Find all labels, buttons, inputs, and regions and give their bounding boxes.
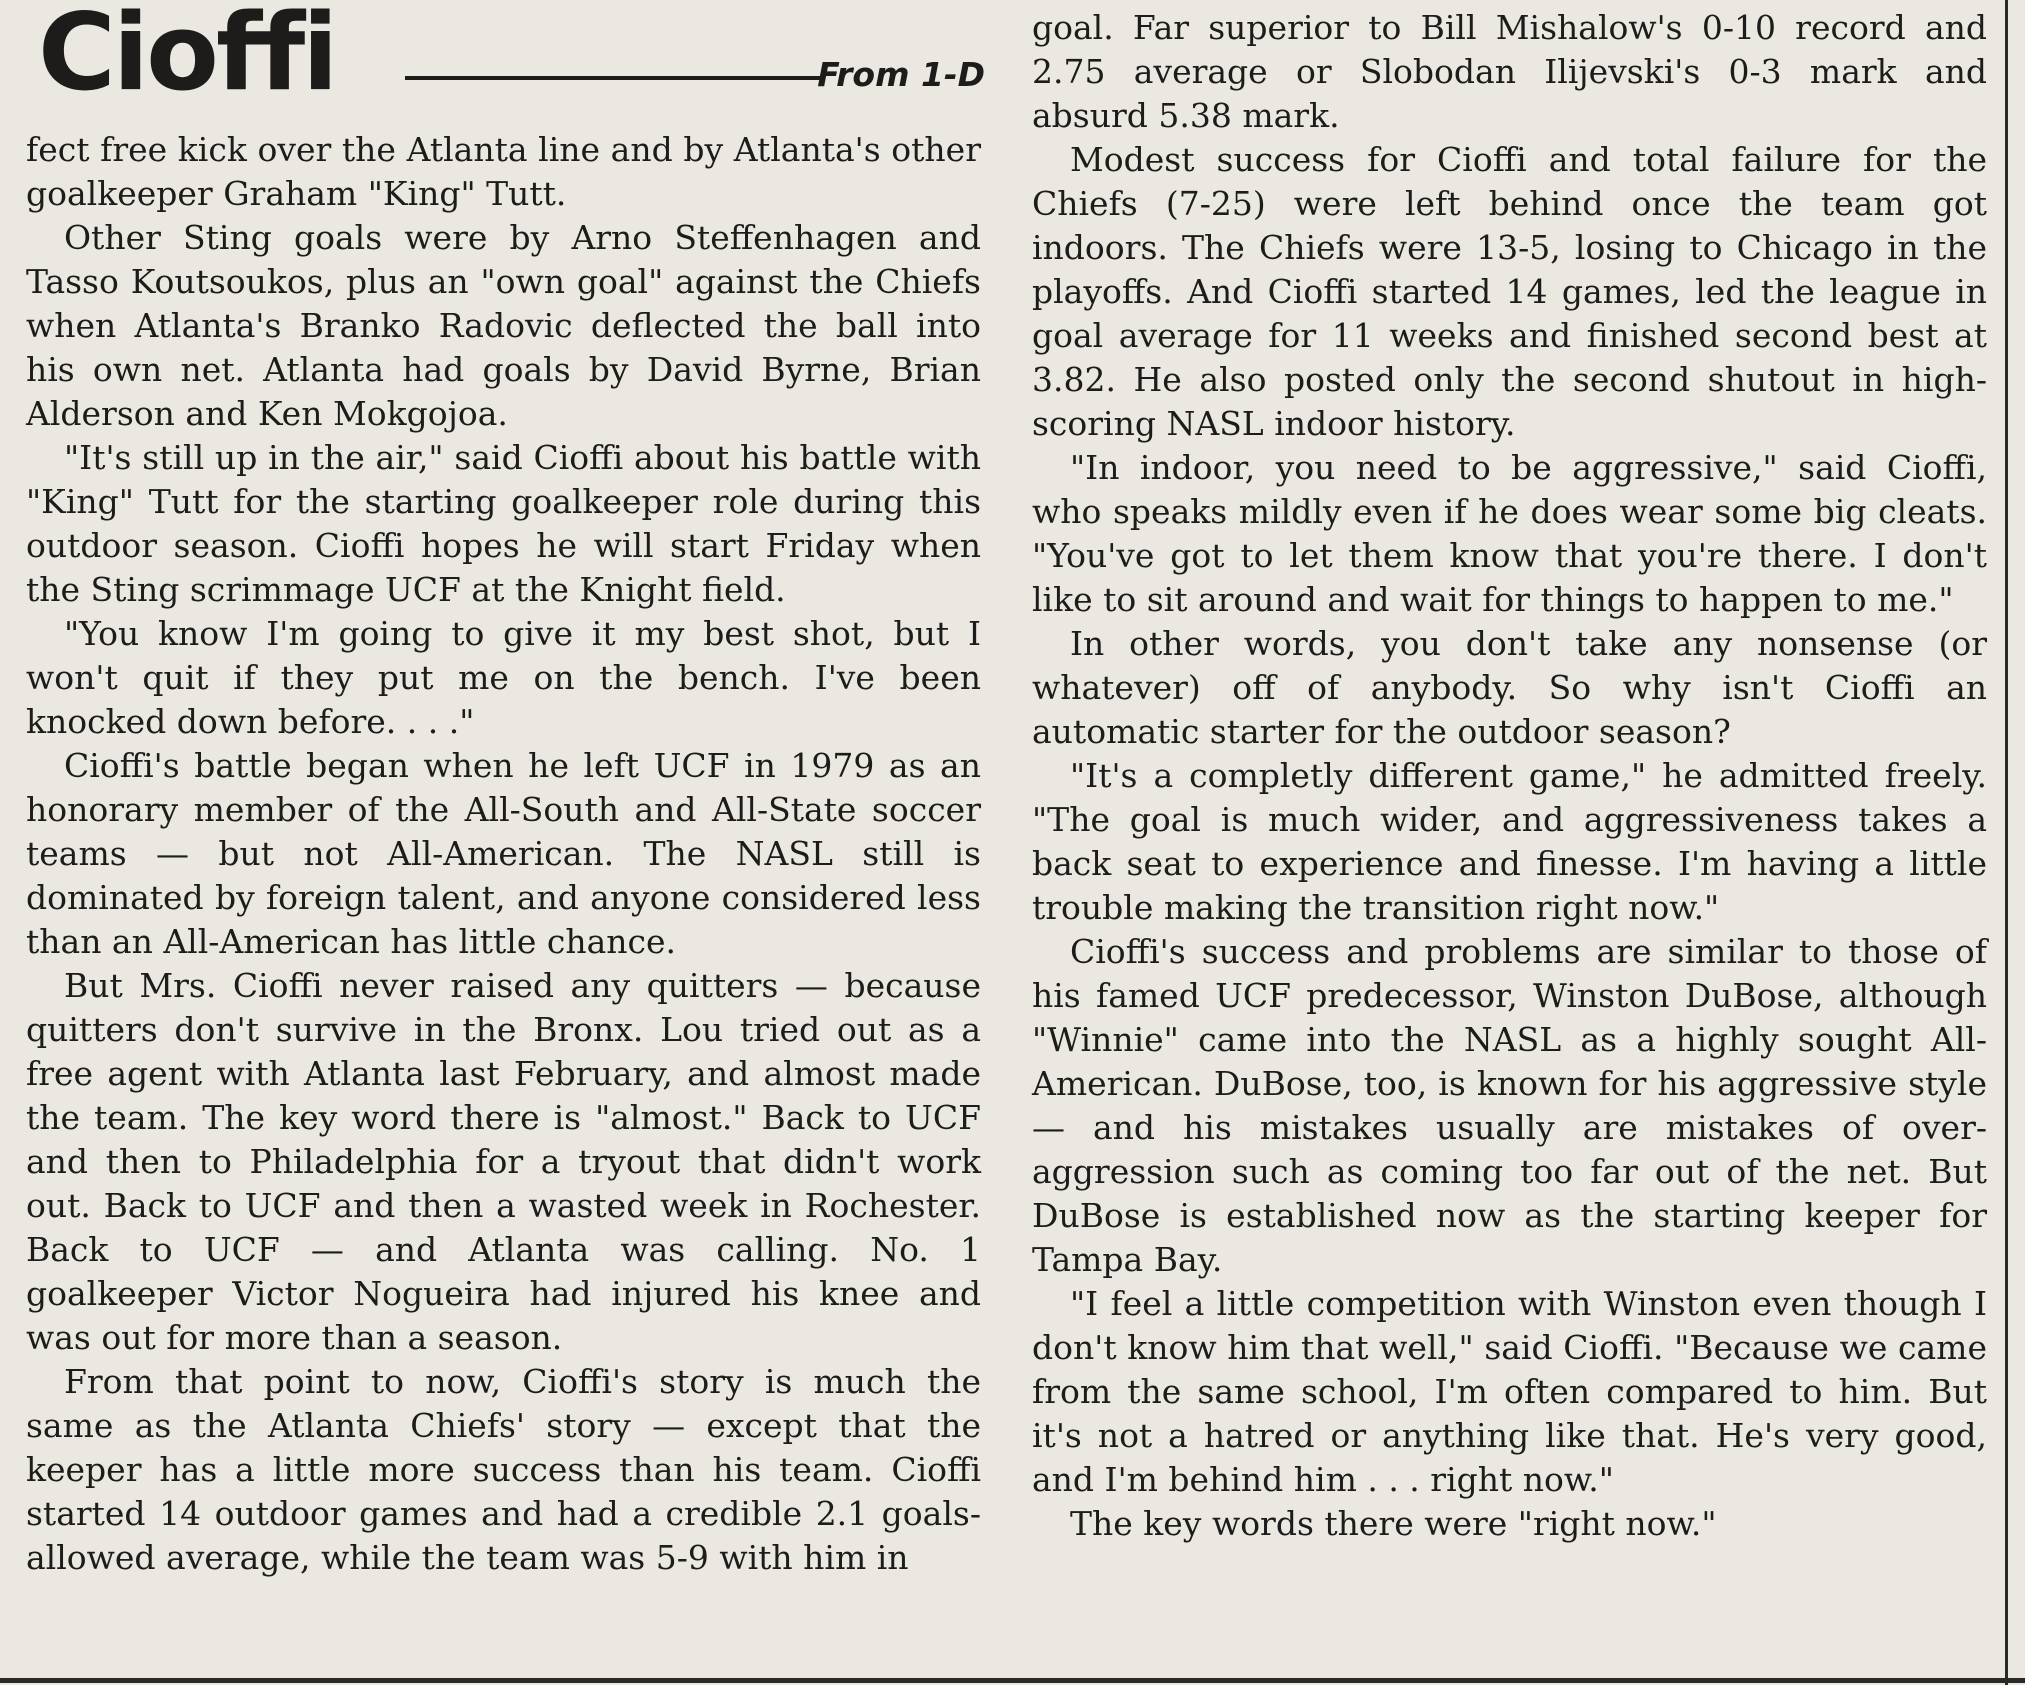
left-column xyxy=(26,128,981,1580)
paragraph: fect free kick over the Atlanta line and by Atlanta's other goalkeeper Graham "King" Tutt. xyxy=(26,130,981,213)
article-header xyxy=(30,0,985,116)
paragraph: "In indoor, you need to be aggressive," said Cioffi, who speaks mildly even if he does wear some big cleats. "You've got to let them know that you're there. I don't like to sit around and wait for things to happen to me." xyxy=(1032,448,1987,619)
paragraph: Other Sting goals were by Arno Steffenhagen and Tasso Koutsoukos, plus an "own goal" against the Chiefs when Atlanta's Branko Radovic deflected the ball into his own net. Atlanta had goals by David Byrne, Brian Alderson and Ken Mokgojoa. xyxy=(26,218,981,433)
jump-label: From 1-D xyxy=(817,55,985,94)
paragraph: But Mrs. Cioffi never raised any quitters — because quitters don't survive in the Bronx. Lou tried out as a free agent with Atlanta last February, and almost made the team. The key word there is "almost." Back to UCF and then to Philadelphia for a tryout that didn't work out. Back to UCF and then a wasted week in Rochester. Back to UCF — and Atlanta was calling. No. 1 goalkeeper Victor Nogueira had injured his knee and was out for more than a season. xyxy=(26,966,981,1357)
paragraph: "You know I'm going to give it my best shot, but I won't quit if they put me on the bench. I've been knocked down before. . . ." xyxy=(26,614,981,741)
right-column xyxy=(1032,6,1987,1546)
paragraph: Cioffi's success and problems are similar to those of his famed UCF predecessor, Winston DuBose, although "Winnie" came into the NASL as a highly sought All-American. DuBose, too, is known for his aggressive style — and his mistakes usually are mistakes of over-aggression such as coming too far out of the net. But DuBose is established now as the starting keeper for Tampa Bay. xyxy=(1032,932,1987,1279)
paragraph: goal. Far superior to Bill Mishalow's 0-10 record and 2.75 average or Slobodan Ilijevski's 0-3 mark and absurd 5.38 mark. xyxy=(1032,8,1987,135)
paragraph: "I feel a little competition with Winston even though I don't know him that well," said Cioffi. "Because we came from the same school, I'm often compared to him. But it's not a hatred or anything like that. He's very good, and I'm behind him . . . right now." xyxy=(1032,1284,1987,1499)
paragraph: In other words, you don't take any nonsense (or whatever) off of anybody. So why isn't Cioffi an automatic starter for the outdoor season? xyxy=(1032,624,1987,751)
column-divider xyxy=(2005,0,2008,1685)
headline: Cioffi xyxy=(38,0,336,114)
paragraph: The key words there were "right now." xyxy=(1070,1504,1717,1543)
paragraph: "It's a completly different game," he admitted freely. "The goal is much wider, and aggressiveness takes a back seat to experience and finesse. I'm having a little trouble making the transition right now." xyxy=(1032,756,1987,927)
paragraph: Cioffi's battle began when he left UCF in 1979 as an honorary member of the All-South and All-State soccer teams — but not All-American. The NASL still is dominated by foreign talent, and anyone considered less than an All-American has little chance. xyxy=(26,746,981,961)
paragraph: "It's still up in the air," said Cioffi about his battle with "King" Tutt for the starting goalkeeper role during this outdoor season. Cioffi hopes he will start Friday when the Sting scrimmage UCF at the Knight field. xyxy=(26,438,981,609)
headline-rule xyxy=(405,76,820,80)
paragraph: From that point to now, Cioffi's story is much the same as the Atlanta Chiefs' story — except that the keeper has a little more success than his team. Cioffi started 14 outdoor games and had a credible 2.1 goals-allowed average, while the team was 5-9 with him in xyxy=(26,1362,981,1577)
bottom-rule xyxy=(0,1678,2025,1683)
paragraph: Modest success for Cioffi and total failure for the Chiefs (7-25) were left behind once the team got indoors. The Chiefs were 13-5, losing to Chicago in the playoffs. And Cioffi started 14 games, led the league in goal average for 11 weeks and finished second best at 3.82. He also posted only the second shutout in high-scoring NASL indoor history. xyxy=(1032,140,1987,443)
